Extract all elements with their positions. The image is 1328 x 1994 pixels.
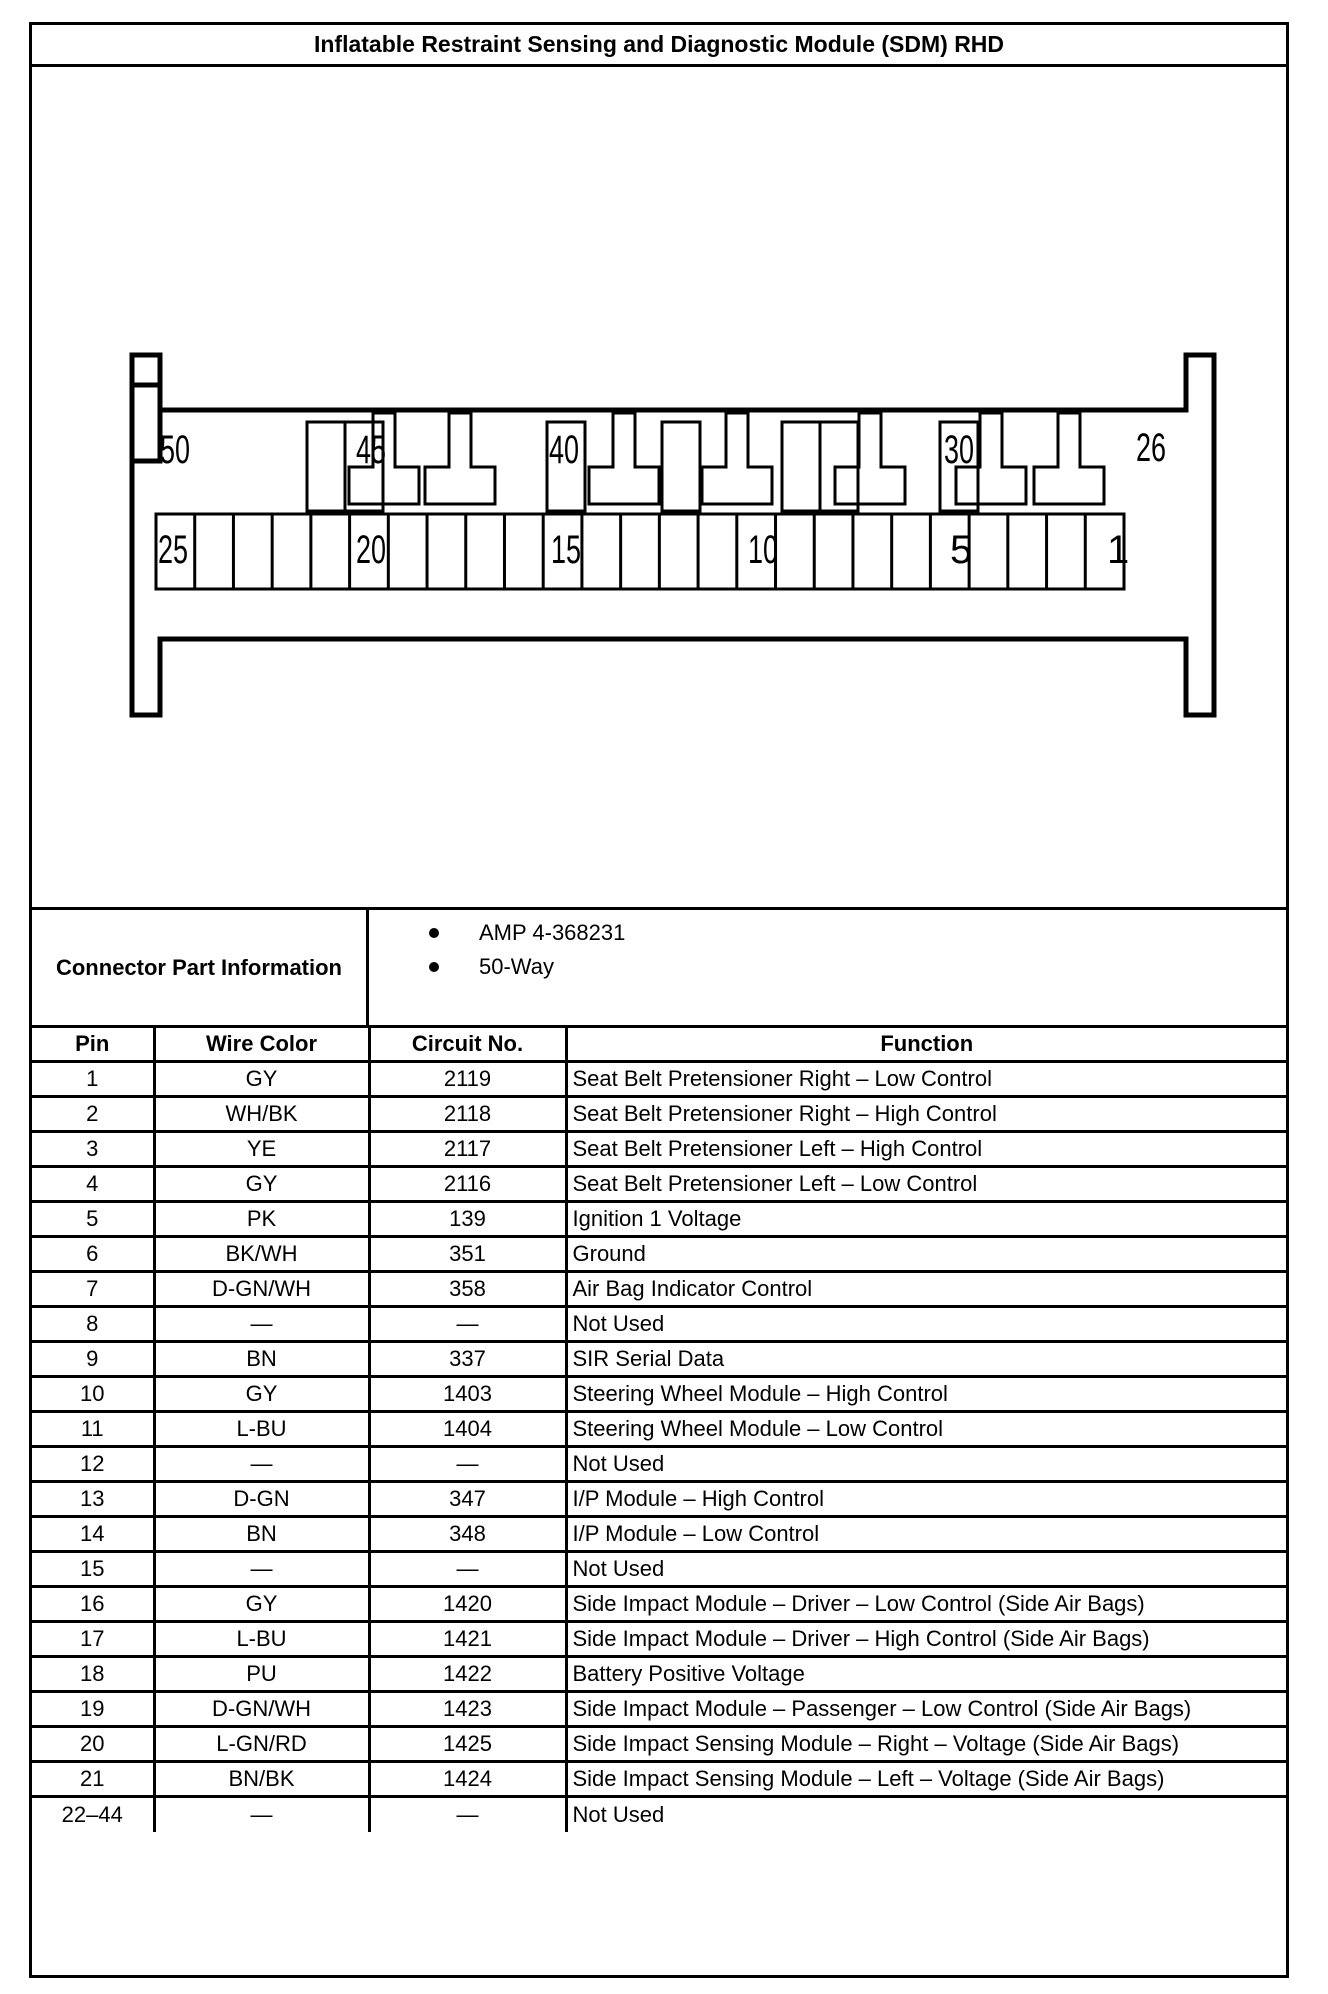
- pin-label-10: 10: [748, 528, 778, 572]
- square-cavity: [662, 422, 700, 511]
- pin-cell: 10: [32, 1377, 154, 1412]
- pin-cell: 4: [32, 1167, 154, 1202]
- function-cell: Side Impact Module – Driver – Low Control (Side Air Bags): [566, 1587, 1286, 1622]
- wire-color-cell: —: [154, 1552, 369, 1587]
- pin-label-40: 40: [549, 428, 579, 472]
- circuit-cell: 2119: [369, 1062, 566, 1097]
- wire-color-cell: D-GN: [154, 1482, 369, 1517]
- circuit-cell: 2118: [369, 1097, 566, 1132]
- pin-cell: 22–44: [32, 1797, 154, 1832]
- housing-top-outline: [132, 355, 1214, 461]
- circuit-cell: 1404: [369, 1412, 566, 1447]
- pin-cell: 14: [32, 1517, 154, 1552]
- function-cell: Side Impact Sensing Module – Right – Voltage (Side Air Bags): [566, 1727, 1286, 1762]
- t-shaped-cavity: [425, 413, 495, 504]
- circuit-cell: 1425: [369, 1727, 566, 1762]
- header-pin: Pin: [32, 1027, 154, 1062]
- circuit-cell: 1421: [369, 1622, 566, 1657]
- function-cell: Not Used: [566, 1447, 1286, 1482]
- table-row: [32, 1727, 1286, 1762]
- wire-color-cell: L-BU: [154, 1622, 369, 1657]
- wire-color-cell: GY: [154, 1377, 369, 1412]
- table-row: [32, 1797, 1286, 1832]
- wire-color-cell: L-GN/RD: [154, 1727, 369, 1762]
- table-row: [32, 1447, 1286, 1482]
- wire-color-cell: GY: [154, 1587, 369, 1622]
- pin-cell: 20: [32, 1727, 154, 1762]
- circuit-cell: 2116: [369, 1167, 566, 1202]
- function-cell: Not Used: [566, 1552, 1286, 1587]
- table-row: [32, 1097, 1286, 1132]
- pin-cell: 21: [32, 1762, 154, 1797]
- pin-cell: 11: [32, 1412, 154, 1447]
- table-row: [32, 1272, 1286, 1307]
- square-cavity: [782, 422, 820, 511]
- t-shaped-cavity: [1034, 413, 1104, 504]
- bullet-icon: [429, 962, 439, 972]
- connector-info-label: Connector Part Information: [32, 910, 369, 1025]
- bullet-icon: [429, 928, 439, 938]
- circuit-cell: 358: [369, 1272, 566, 1307]
- circuit-cell: —: [369, 1552, 566, 1587]
- pin-label-25: 25: [158, 528, 188, 572]
- function-cell: Air Bag Indicator Control: [566, 1272, 1286, 1307]
- pin-cell: 7: [32, 1272, 154, 1307]
- table-row: [32, 1062, 1286, 1097]
- circuit-cell: —: [369, 1307, 566, 1342]
- function-cell: I/P Module – High Control: [566, 1482, 1286, 1517]
- header-circuit-no: Circuit No.: [369, 1027, 566, 1062]
- t-shaped-cavity: [702, 413, 772, 504]
- t-shaped-cavity: [589, 413, 659, 504]
- pin-label-26: 26: [1136, 426, 1166, 470]
- circuit-cell: 1422: [369, 1657, 566, 1692]
- pin-label-15: 15: [551, 528, 581, 572]
- table-header-row: [32, 1027, 1286, 1062]
- pin-cell: 3: [32, 1132, 154, 1167]
- circuit-cell: —: [369, 1447, 566, 1482]
- lower-cavity-frame: [156, 514, 1124, 589]
- connector-info-item: [429, 950, 1286, 984]
- circuit-cell: 2117: [369, 1132, 566, 1167]
- header-function: Function: [566, 1027, 1286, 1062]
- function-cell: Steering Wheel Module – Low Control: [566, 1412, 1286, 1447]
- circuit-cell: 139: [369, 1202, 566, 1237]
- table-row: [32, 1412, 1286, 1447]
- circuit-cell: 1424: [369, 1762, 566, 1797]
- table-row: [32, 1482, 1286, 1517]
- function-cell: Not Used: [566, 1797, 1286, 1832]
- pin-cell: 16: [32, 1587, 154, 1622]
- function-cell: Seat Belt Pretensioner Left – High Control: [566, 1132, 1286, 1167]
- table-row: [32, 1237, 1286, 1272]
- function-cell: Seat Belt Pretensioner Right – High Control: [566, 1097, 1286, 1132]
- wire-color-cell: D-GN/WH: [154, 1272, 369, 1307]
- connector-diagram: [32, 67, 1286, 907]
- pin-cell: 6: [32, 1237, 154, 1272]
- pin-cell: 2: [32, 1097, 154, 1132]
- circuit-cell: 347: [369, 1482, 566, 1517]
- pin-cell: 13: [32, 1482, 154, 1517]
- function-cell: I/P Module – Low Control: [566, 1517, 1286, 1552]
- wire-color-cell: —: [154, 1797, 369, 1832]
- part-number: AMP 4-368231: [479, 920, 626, 945]
- connector-housing-outline: [132, 385, 160, 461]
- function-cell: Ignition 1 Voltage: [566, 1202, 1286, 1237]
- t-shaped-cavity: [835, 413, 905, 504]
- table-row: [32, 1132, 1286, 1167]
- pin-label-1: 1: [1107, 528, 1130, 572]
- connector-info-item: [429, 916, 1286, 950]
- wire-color-cell: —: [154, 1307, 369, 1342]
- pin-cell: 5: [32, 1202, 154, 1237]
- function-cell: Battery Positive Voltage: [566, 1657, 1286, 1692]
- circuit-cell: 348: [369, 1517, 566, 1552]
- pin-label-5: 5: [950, 528, 973, 572]
- pin-cell: 9: [32, 1342, 154, 1377]
- pin-label-45: 45: [356, 428, 386, 472]
- circuit-cell: 1403: [369, 1377, 566, 1412]
- pin-label-30: 30: [944, 428, 974, 472]
- function-cell: Side Impact Sensing Module – Left – Voltage (Side Air Bags): [566, 1762, 1286, 1797]
- wire-color-cell: PU: [154, 1657, 369, 1692]
- function-cell: Side Impact Module – Passenger – Low Control (Side Air Bags): [566, 1692, 1286, 1727]
- table-row: [32, 1167, 1286, 1202]
- function-cell: SIR Serial Data: [566, 1342, 1286, 1377]
- wire-color-cell: BN: [154, 1342, 369, 1377]
- wire-color-cell: BN: [154, 1517, 369, 1552]
- function-cell: Ground: [566, 1237, 1286, 1272]
- table-row: [32, 1202, 1286, 1237]
- housing-bottom-outline: [132, 577, 1214, 715]
- wire-color-cell: L-BU: [154, 1412, 369, 1447]
- upper-cavity-row: [307, 413, 1104, 511]
- way-count: 50-Way: [479, 954, 554, 979]
- circuit-cell: 1423: [369, 1692, 566, 1727]
- wire-color-cell: BN/BK: [154, 1762, 369, 1797]
- wire-color-cell: GY: [154, 1062, 369, 1097]
- table-row: [32, 1307, 1286, 1342]
- pin-cell: 15: [32, 1552, 154, 1587]
- table-row: [32, 1342, 1286, 1377]
- function-cell: Steering Wheel Module – High Control: [566, 1377, 1286, 1412]
- wire-color-cell: BK/WH: [154, 1237, 369, 1272]
- circuit-cell: 351: [369, 1237, 566, 1272]
- table-row: [32, 1657, 1286, 1692]
- circuit-cell: —: [369, 1797, 566, 1832]
- connector-part-information: [32, 907, 1286, 1025]
- connector-face-drawing: [32, 67, 1286, 907]
- function-cell: Seat Belt Pretensioner Right – Low Control: [566, 1062, 1286, 1097]
- wire-color-cell: D-GN/WH: [154, 1692, 369, 1727]
- wire-color-cell: WH/BK: [154, 1097, 369, 1132]
- table-row: [32, 1587, 1286, 1622]
- pin-cell: 18: [32, 1657, 154, 1692]
- square-cavity: [307, 422, 345, 511]
- lower-cavity-row: [156, 514, 1124, 589]
- table-row: [32, 1552, 1286, 1587]
- function-cell: Seat Belt Pretensioner Left – Low Control: [566, 1167, 1286, 1202]
- circuit-cell: 1420: [369, 1587, 566, 1622]
- function-cell: Not Used: [566, 1307, 1286, 1342]
- wire-color-cell: YE: [154, 1132, 369, 1167]
- page-title: Inflatable Restraint Sensing and Diagnostic Module (SDM) RHD: [32, 25, 1286, 67]
- pinout-table: [32, 1025, 1286, 1832]
- table-row: [32, 1622, 1286, 1657]
- pinout-sheet: [29, 22, 1289, 1978]
- pin-cell: 8: [32, 1307, 154, 1342]
- wire-color-cell: GY: [154, 1167, 369, 1202]
- wire-color-cell: —: [154, 1447, 369, 1482]
- pin-label-50: 50: [160, 428, 190, 472]
- table-row: [32, 1762, 1286, 1797]
- circuit-cell: 337: [369, 1342, 566, 1377]
- pin-cell: 17: [32, 1622, 154, 1657]
- pin-cell: 12: [32, 1447, 154, 1482]
- table-row: [32, 1377, 1286, 1412]
- pin-cell: 1: [32, 1062, 154, 1097]
- table-row: [32, 1692, 1286, 1727]
- table-row: [32, 1517, 1286, 1552]
- header-wire-color: Wire Color: [154, 1027, 369, 1062]
- pin-label-20: 20: [356, 528, 386, 572]
- pin-cell: 19: [32, 1692, 154, 1727]
- wire-color-cell: PK: [154, 1202, 369, 1237]
- function-cell: Side Impact Module – Driver – High Control (Side Air Bags): [566, 1622, 1286, 1657]
- connector-info-list: [369, 910, 1286, 1025]
